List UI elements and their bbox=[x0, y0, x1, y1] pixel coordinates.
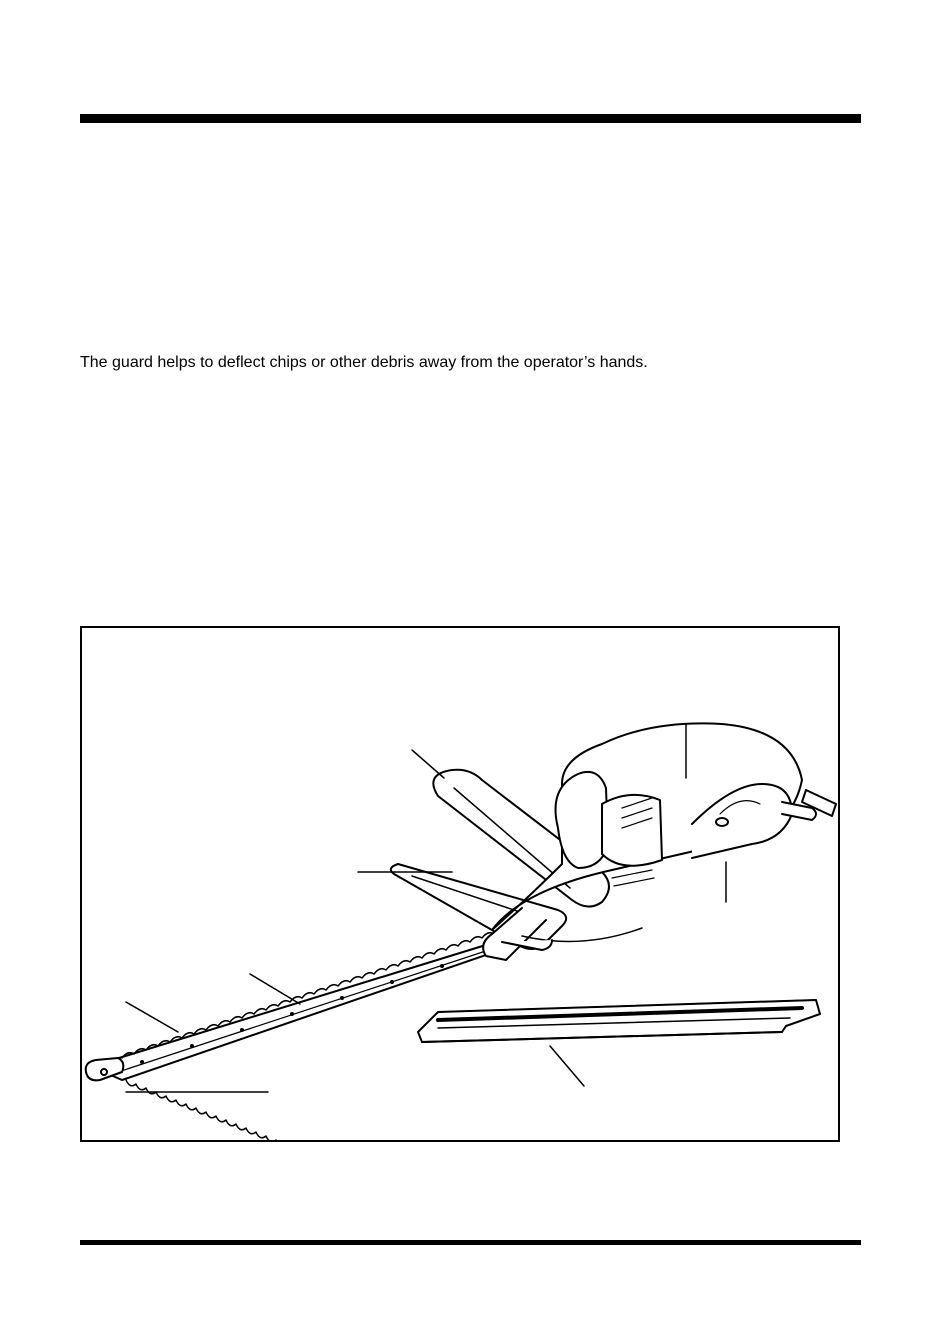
blade-sheath bbox=[418, 1000, 820, 1042]
blade-teeth-lower bbox=[126, 1080, 476, 1140]
top-rule bbox=[80, 114, 861, 123]
bottom-rule bbox=[80, 1240, 861, 1245]
guard-description-paragraph: The guard helps to deflect chips or other debris away from the operator’s hands. bbox=[80, 354, 648, 371]
blade bbox=[90, 940, 512, 1080]
hedge-trimmer-figure bbox=[82, 628, 838, 1140]
figure-frame bbox=[80, 626, 840, 1142]
